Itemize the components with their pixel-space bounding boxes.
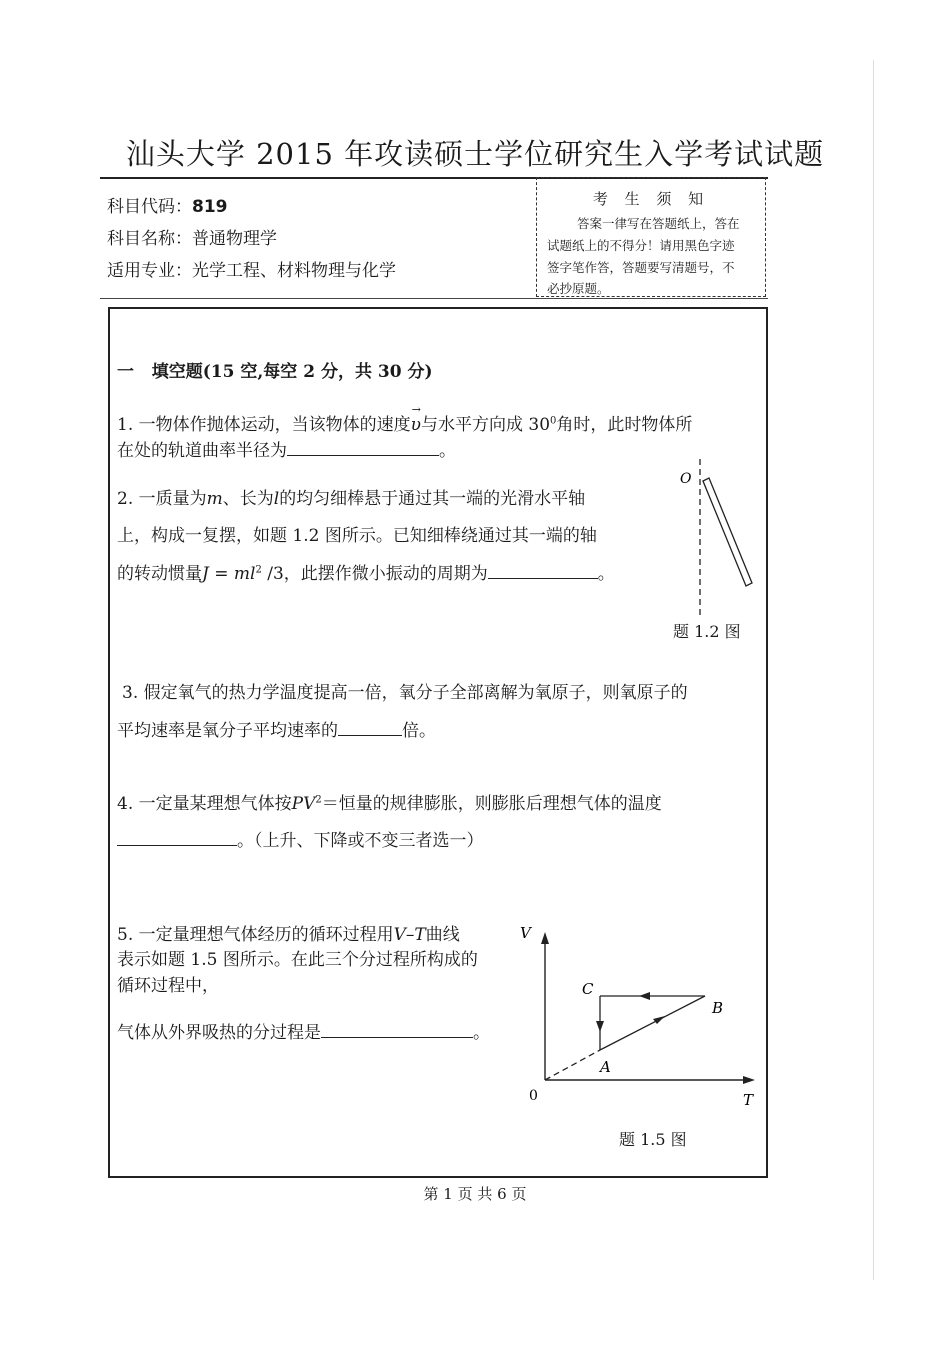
- subject-code: [107, 192, 228, 217]
- q5-line4: [117, 1018, 490, 1043]
- q2-formula-ml: ml: [233, 564, 256, 584]
- q1-text-a: 1. 一物体作抛体运动，当该物体的速度: [117, 415, 411, 435]
- path-a-to-b: [600, 996, 705, 1050]
- arrow-a-to-b: [653, 1016, 665, 1024]
- section-number: 一: [117, 362, 134, 382]
- q4-answer-blank: [117, 828, 237, 846]
- page-footer: 第 1 页 共 6 页: [423, 1185, 527, 1203]
- v-axis-arrow: [541, 932, 549, 944]
- q1-velocity-symbol: υ: [410, 415, 421, 435]
- origin-label: 0: [529, 1088, 538, 1104]
- arrow-b-to-c: [639, 992, 650, 1000]
- axis-label-t: T: [743, 1091, 754, 1109]
- figure-1-2-pendulum: [660, 455, 770, 625]
- figure-1-5-vt-diagram: [515, 920, 765, 1120]
- q2-line2: 上，构成一复摆，如题 1.2 图所示。已知细棒绕通过其一端的轴: [117, 526, 597, 546]
- q5-text-b: 曲线: [425, 925, 460, 945]
- major-label: 适用专业：: [107, 261, 192, 281]
- q2-text-c: 的均匀细棒悬于通过其一端的光滑水平轴: [279, 489, 586, 509]
- q5-text-line4: 气体从外界吸热的分过程是: [117, 1023, 321, 1043]
- q2-line3: [117, 559, 615, 584]
- q2-formula-sup: 2: [255, 564, 262, 576]
- q1-text-b: 与水平方向成 30: [420, 415, 551, 435]
- q4-text-a: 4. 一定量某理想气体按: [117, 794, 292, 814]
- notice-heading: 考 生 须 知: [592, 190, 710, 208]
- q2-symbol-l: l: [273, 489, 280, 509]
- q4-line2: [117, 826, 484, 851]
- q3-line1: 3. 假定氧气的热力学温度提高一倍，氧分子全部离解为氧原子，则氧原子的: [122, 683, 688, 703]
- notice-line: 必抄原题。: [547, 281, 610, 296]
- q3-answer-blank: [338, 718, 402, 736]
- q2-formula-j: J: [202, 564, 209, 584]
- section-heading: [117, 357, 433, 382]
- q4-line1: [117, 789, 662, 814]
- point-label-b: B: [712, 999, 724, 1017]
- axis-label-v: V: [520, 924, 531, 942]
- q2-text-line3a: 的转动惯量: [117, 564, 202, 584]
- q2-text-line3b: ，此摆作微小振动的周期为: [283, 564, 488, 584]
- q5-line3: 循环过程中，: [117, 976, 219, 996]
- q2-text-a: 2. 一质量为: [117, 489, 207, 509]
- q2-end: 。: [597, 564, 615, 584]
- point-label-c: C: [582, 980, 594, 998]
- q3-line2: [117, 716, 436, 741]
- arrow-c-to-a: [596, 1021, 604, 1032]
- pendulum-rod: [703, 478, 752, 586]
- subject-name-value: 普通物理学: [192, 229, 277, 249]
- q3-end: 倍。: [402, 721, 436, 741]
- q5-text-a: 5. 一定量理想气体经历的循环过程用: [117, 925, 394, 945]
- header-rule: [100, 298, 768, 299]
- t-axis-arrow: [743, 1076, 755, 1084]
- notice-line: 答案一律写在答题纸上，答在: [577, 216, 740, 231]
- q1-degree: 0: [550, 415, 557, 427]
- origin-to-a-dashed: [545, 1050, 600, 1080]
- q4-pv: PV: [291, 794, 316, 814]
- q5-end: 。: [473, 1023, 490, 1043]
- q1-answer-blank: [287, 438, 439, 456]
- q5-line1: [117, 920, 460, 945]
- q1-line1: 1. 一物体作抛体运动，当该物体的速度 → υ与水平方向成 $30^0$角时，此时物体所: [117, 403, 693, 435]
- q2-formula-eq: =: [208, 564, 234, 584]
- q2-symbol-m: m: [206, 489, 223, 509]
- q4-text-end: 。（上升、下降或不变三者选一）: [237, 831, 484, 851]
- section-title: 填空题(15 空,每空 2 分，共 30 分): [151, 362, 433, 382]
- q4-pv-sup: 2: [315, 794, 322, 806]
- q3-text-line2: 平均速率是氧分子平均速率的: [117, 721, 338, 741]
- major-value: 光学工程、材料物理与化学: [192, 261, 396, 281]
- q5-vt: V–T: [393, 925, 426, 945]
- q2-line1: [117, 484, 585, 509]
- point-label-a: A: [600, 1058, 611, 1076]
- q4-text-b: ＝恒量的规律膨胀，则膨胀后理想气体的温度: [321, 794, 662, 814]
- q5-answer-blank: [321, 1020, 473, 1038]
- q5-line2: 表示如题 1.5 图所示。在此三个分过程所构成的: [117, 950, 478, 970]
- q1-text-line2: 在处的轨道曲率半径为: [117, 441, 287, 461]
- pivot-label-o: O: [680, 471, 692, 487]
- q2-answer-blank: [488, 561, 598, 579]
- candidate-notice-box: [536, 177, 766, 297]
- notice-line: 试题纸上的不得分！请用黑色字迹: [547, 238, 735, 253]
- figure-1-2-caption: 题 1.2 图: [673, 622, 741, 641]
- q1-line2: [117, 436, 456, 461]
- subject-code-label: 科目代码：: [107, 197, 192, 217]
- subject-code-value: 819: [192, 197, 228, 217]
- q2-formula-rest: /3: [261, 564, 284, 584]
- subject-name-label: 科目名称：: [107, 229, 192, 249]
- exam-title: 汕头大学 2015 年攻读硕士学位研究生入学考试试题: [125, 137, 825, 171]
- subject-name: [107, 224, 277, 249]
- notice-line: 签字笔作答，答题要写清题号，不: [547, 260, 735, 275]
- applicable-major: [107, 256, 396, 281]
- q1-end: 。: [439, 441, 456, 461]
- q1-text-c: 角时，此时物体所: [556, 415, 693, 435]
- q2-text-b: 、长为: [222, 489, 274, 509]
- scan-edge-line: [873, 60, 874, 1280]
- figure-1-5-caption: 题 1.5 图: [619, 1130, 687, 1149]
